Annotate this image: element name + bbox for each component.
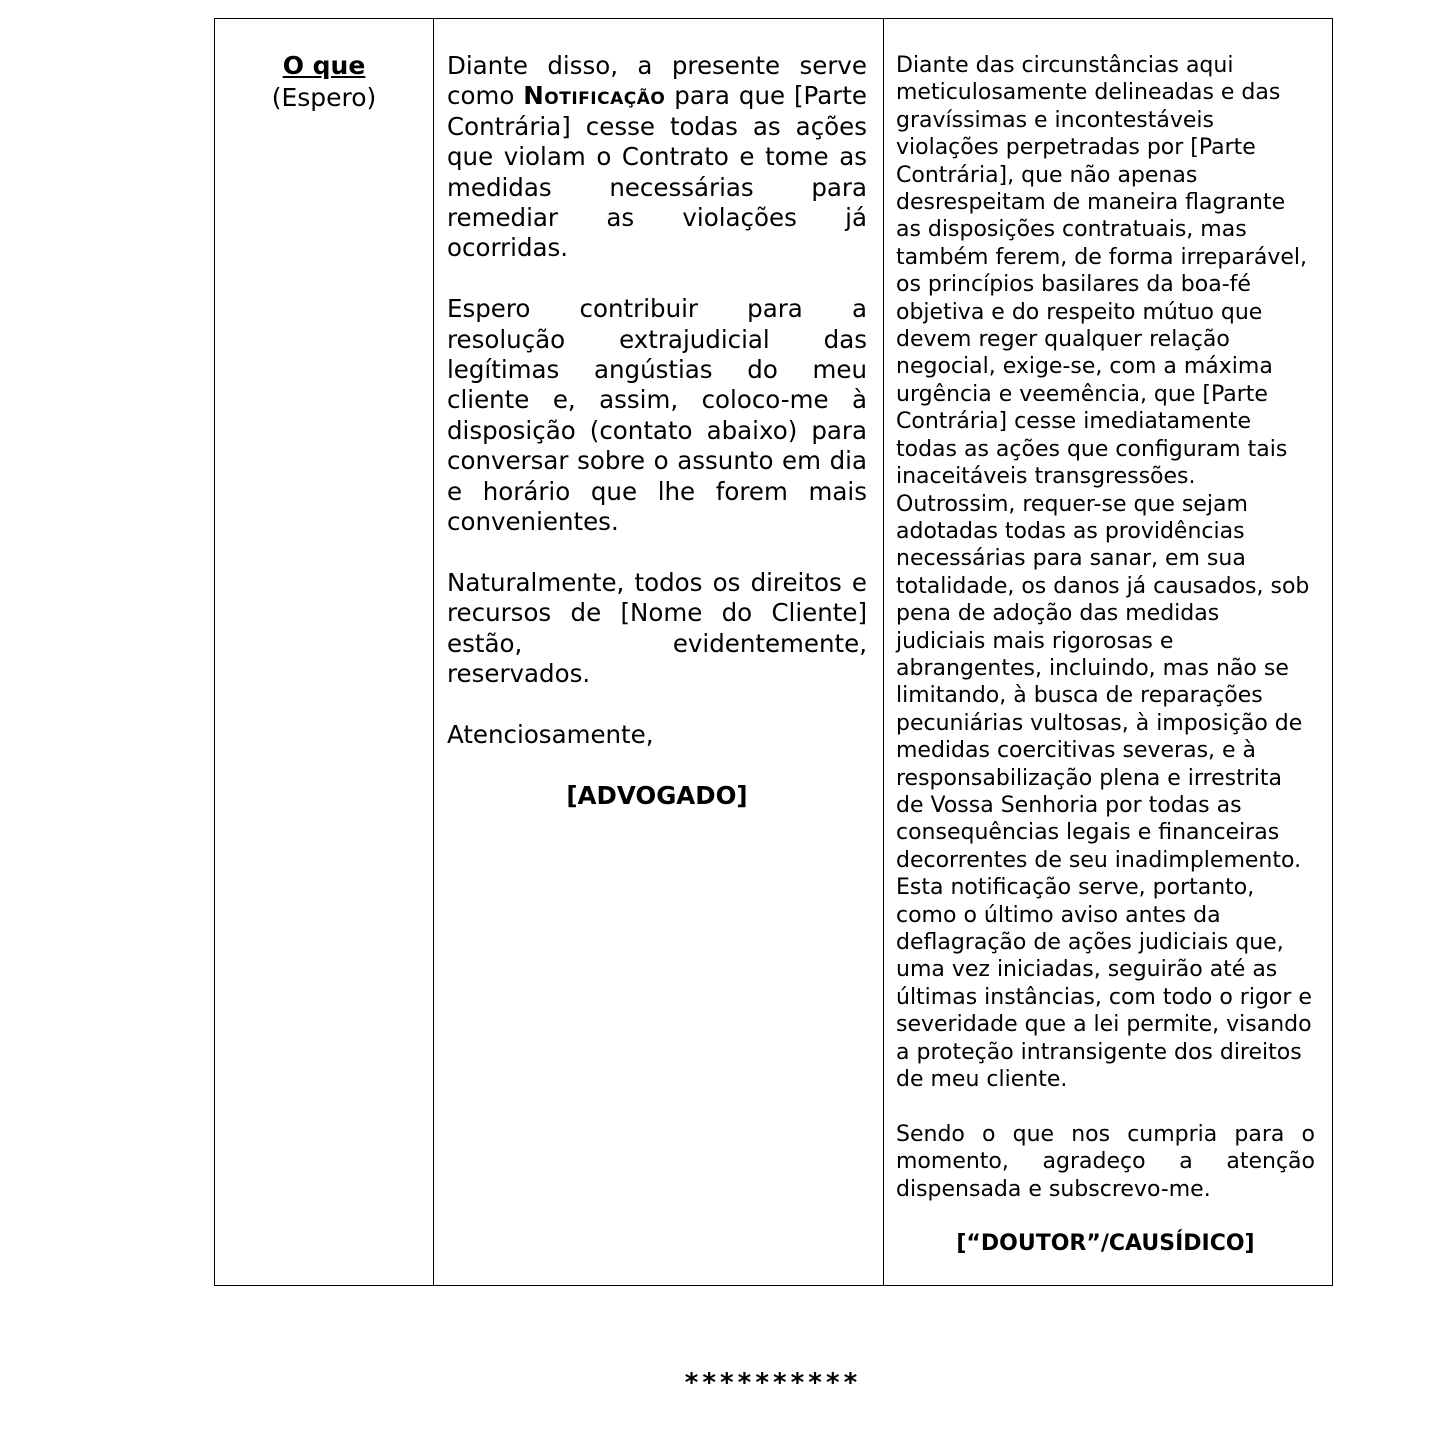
standard-paragraph-1: [447, 51, 867, 264]
notification-emphasis: Notificação: [523, 81, 666, 111]
standard-paragraph-1-end: para que [Parte Contrária] cesse todas as ações que violam o Contrato e tome as medidas necessárias para remediar as violações já ocorridas.: [447, 81, 867, 263]
standard-paragraph-2: Espero contribuir para a resolução extrajudicial das legítimas angústias do meu cliente e, assim, coloco-me à disposição (contato abaixo) para conversar sobre o assunto em dia e horário que lhe forem mais convenientes.: [447, 294, 867, 537]
verbose-signature: [“DOUTOR”/CAUSÍDICO]: [956, 1231, 1255, 1257]
standard-paragraph-1-start: Diante disso, a presente serve como: [447, 51, 867, 111]
standard-paragraph-3: Naturalmente, todos os direitos e recursos de [Nome do Cliente] estão, evidentemente, reservados.: [447, 567, 867, 689]
row-subtitle: (Espero): [271, 83, 377, 112]
row-title: O que: [282, 51, 366, 80]
verbose-paragraph-2: Sendo o que nos cumpria para o momento, agradeço a atenção dispensada e subscrevo-me.: [896, 1121, 1315, 1202]
verbose-paragraph-1: Diante das circunstâncias aqui meticulosamente delineadas e das gravíssimas e incontestáveis violações perpetradas por [Parte Contrária], que não apenas desrespeitam de maneira flagrante as disposições contratuais, mas também ferem, de forma irreparável, os princípios basilares da boa-fé objetiva e do respeito mútuo que devem reger qualquer relação negocial, exige-se, com a máxima urgência e veemência, que [Parte Contrária] cesse imediatamente todas as ações que configuram tais inaceitáveis transgressões. Outrossim, requer-se que sejam adotadas todas as providências necessárias para sanar, em sua totalidade, os danos já causados, sob pena de adoção das medidas judiciais mais rigorosas e abrangentes, incluindo, mas não se limitando, à busca de reparações pecuniárias vultosas, à imposição de medidas coercitivas severas, e à responsabilização plena e irrestrita de Vossa Senhoria por todas as consequências legais e financeiras decorrentes de seu inadimplemento. Esta notificação serve, portanto, como o último aviso antes da deflagração de ações judiciais que, uma vez iniciadas, seguirão até as últimas instâncias, com todo o rigor e severidade que a lei permite, visando a proteção intransigente dos direitos de meu cliente.: [896, 53, 1312, 1093]
table-row: [215, 19, 1333, 1286]
verbose-text-cell: [884, 19, 1333, 1286]
standard-signature: [ADVOGADO]: [566, 780, 748, 810]
label-cell: [215, 19, 434, 1286]
standard-text-cell: [434, 19, 884, 1286]
section-separator: **********: [683, 1368, 861, 1398]
comparison-table: [214, 18, 1333, 1286]
standard-closing: Atenciosamente,: [447, 719, 654, 749]
